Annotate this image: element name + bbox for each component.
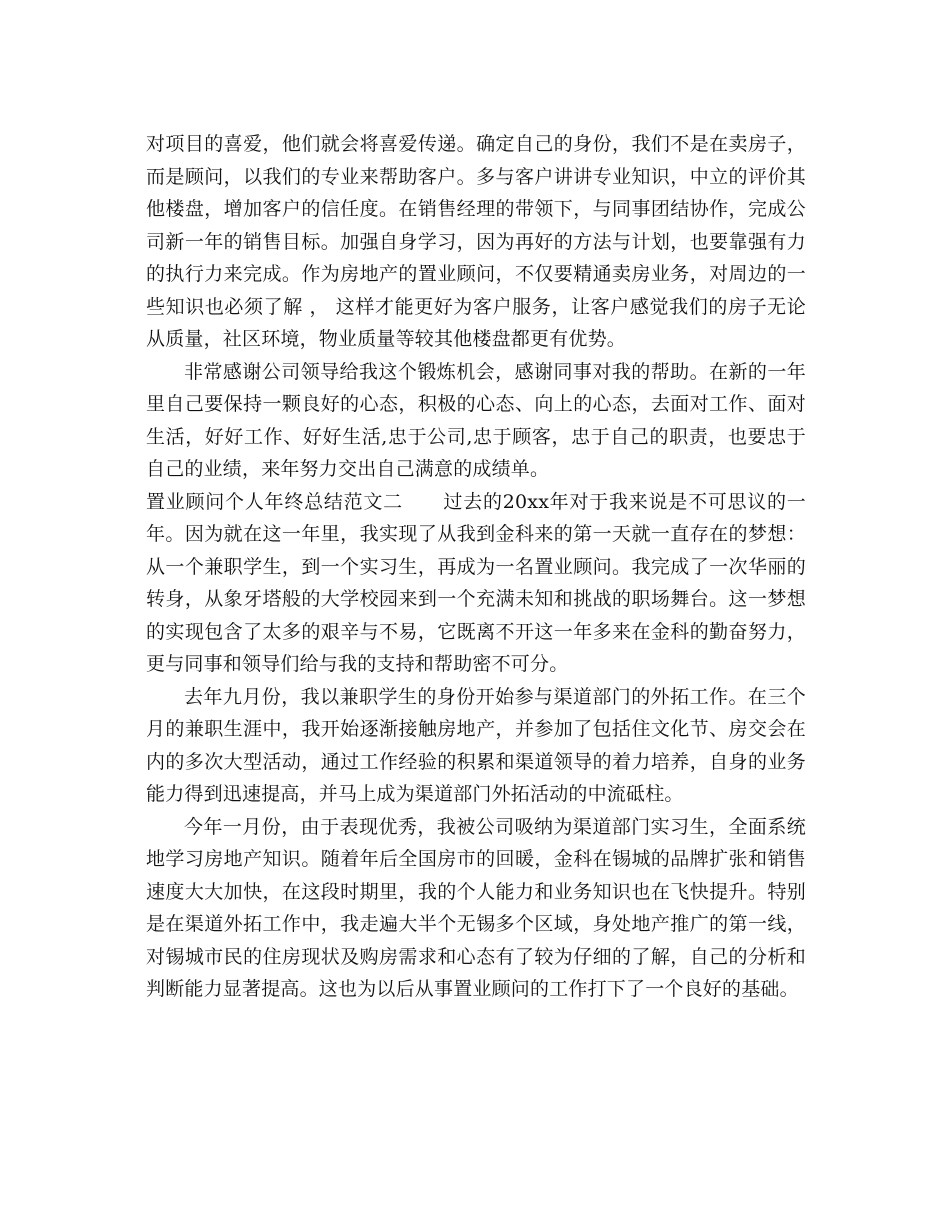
paragraph-this-january: 今年一月份，由于表现优秀，我被公司吸纳为渠道部门实习生，全面系统地学习房地产知识。随着年后全国房市的回暖，金科在锡城的品牌扩张和销售速度大大加快，在这段时期里，我的个人能力和业务知识也在飞快提升。特别是在渠道外拓工作中，我走遍大半个无锡多个区域，身处地产推广的第一线，对锡城市民的住房现状及购房需求和心态有了较为仔细的了解，自己的分析和判断能力显著提高。这也为以后从事置业顾问的工作打下了一个良好的基础。	[146, 815, 806, 1000]
paragraph-gratitude: 非常感谢公司领导给我这个锻炼机会，感谢同事对我的帮助。在新的一年里自己要保持一颗良好的心态，积极的心态、向上的心态，去面对工作、面对生活，好好工作、好好生活,忠于公司,忠于顾客，忠于自己的职责，也要忠于自己的业绩，来年努力交出自己满意的成绩单。	[146, 360, 806, 480]
section-two-opening	[146, 486, 806, 681]
section-lead-text: 过去的20xx年对于我来说是不可思议的一年。因为就在这一年里，我实现了从我到金科来的第一天就一直存在的梦想：从一个兼职学生，到一个实习生，再成为一名置业顾问。我完成了一次华丽的转身，从象牙塔般的大学校园来到一个充满未知和挑战的职场舞台。这一梦想的实现包含了太多的艰辛与不易，它既离不开这一年多来在金科的勤奋努力，更与同事和领导们给与我的支持和帮助密不可分。	[146, 490, 806, 675]
section-heading: 置业顾问个人年终总结范文二	[146, 490, 403, 513]
paragraph-continuation: 对项目的喜爱，他们就会将喜爱传递。确定自己的身份，我们不是在卖房子，而是顾问，以我们的专业来帮助客户。多与客户讲讲专业知识，中立的评价其他楼盘，增加客户的信任度。在销售经理的带领下，与同事团结协作，完成公司新一年的销售目标。加强自身学习，因为再好的方法与计划，也要靠强有力的执行力来完成。作为房地产的置业顾问，不仅要精通卖房业务，对周边的一些知识也必须了解 ， 这样才能更好为客户服务，让客户感觉我们的房子无论从质量，社区环境，物业质量等较其他楼盘都更有优势。	[146, 133, 806, 350]
document-body	[146, 128, 806, 1006]
paragraph-last-september: 去年九月份，我以兼职学生的身份开始参与渠道部门的外拓工作。在三个月的兼职生涯中，我开始逐渐接触房地产，并参加了包括住文化节、房交会在内的多次大型活动，通过工作经验的积累和渠道领导的着力培养，自身的业务能力得到迅速提高，并马上成为渠道部门外拓活动的中流砥柱。	[146, 685, 806, 805]
